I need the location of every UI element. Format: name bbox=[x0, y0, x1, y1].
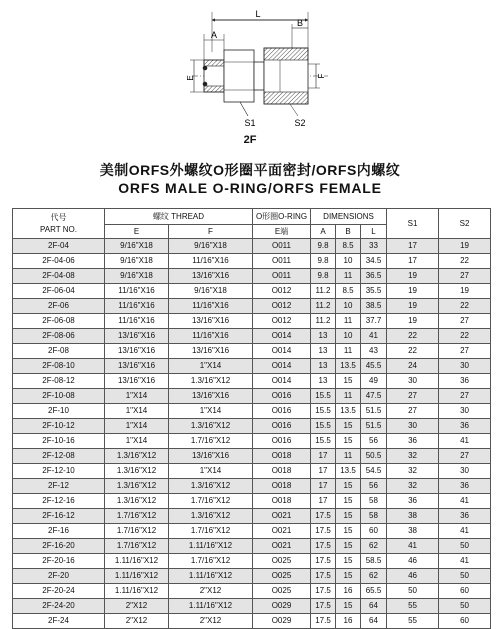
cell-s2: 19 bbox=[439, 239, 491, 254]
cell-thread-e: 13/16"X16 bbox=[105, 374, 169, 389]
table-row bbox=[13, 254, 491, 269]
header-f: F bbox=[169, 225, 253, 239]
cell-thread-f: 11/16"X16 bbox=[169, 299, 253, 314]
table-row bbox=[13, 269, 491, 284]
cell-s2: 30 bbox=[439, 464, 491, 479]
cell-oring-e-end: O021 bbox=[253, 539, 311, 554]
cell-thread-f: 2"X12 bbox=[169, 614, 253, 629]
header-oring: O形圈O-RING bbox=[253, 209, 311, 225]
header-s2: S2 bbox=[439, 209, 491, 239]
cell-s2: 36 bbox=[439, 479, 491, 494]
cell-dim-b: 10 bbox=[336, 299, 361, 314]
cell-s2: 36 bbox=[439, 419, 491, 434]
cell-part-no: 2F-16 bbox=[13, 524, 105, 539]
cell-s2: 27 bbox=[439, 389, 491, 404]
cell-part-no: 2F-12-10 bbox=[13, 464, 105, 479]
cell-thread-e: 9/16"X18 bbox=[105, 269, 169, 284]
cell-dim-l: 37.7 bbox=[361, 314, 387, 329]
cell-thread-e: 13/16"X16 bbox=[105, 344, 169, 359]
cell-thread-e: 11/16"X16 bbox=[105, 284, 169, 299]
cell-part-no: 2F-08-10 bbox=[13, 359, 105, 374]
cell-dim-a: 9.8 bbox=[311, 254, 336, 269]
cell-dim-a: 13 bbox=[311, 329, 336, 344]
label-e: E bbox=[186, 75, 195, 81]
header-a: A bbox=[311, 225, 336, 239]
cell-s1: 24 bbox=[387, 359, 439, 374]
spec-table bbox=[12, 208, 491, 629]
cell-s1: 30 bbox=[387, 419, 439, 434]
cell-thread-e: 1.3/16"X12 bbox=[105, 464, 169, 479]
cell-s1: 32 bbox=[387, 464, 439, 479]
cell-s2: 41 bbox=[439, 524, 491, 539]
cell-thread-f: 1.3/16"X12 bbox=[169, 419, 253, 434]
table-row bbox=[13, 524, 491, 539]
cell-oring-e-end: O018 bbox=[253, 479, 311, 494]
cell-dim-b: 15 bbox=[336, 569, 361, 584]
cell-dim-a: 17.5 bbox=[311, 599, 336, 614]
cell-s1: 55 bbox=[387, 599, 439, 614]
cell-dim-a: 17 bbox=[311, 479, 336, 494]
cell-oring-e-end: O011 bbox=[253, 254, 311, 269]
cell-s1: 19 bbox=[387, 284, 439, 299]
cell-dim-l: 58.5 bbox=[361, 554, 387, 569]
cell-oring-e-end: O016 bbox=[253, 389, 311, 404]
cell-dim-b: 15 bbox=[336, 539, 361, 554]
cell-part-no: 2F-12 bbox=[13, 479, 105, 494]
cell-thread-e: 1"X14 bbox=[105, 389, 169, 404]
cell-thread-e: 1.11/16"X12 bbox=[105, 554, 169, 569]
cell-dim-l: 49 bbox=[361, 374, 387, 389]
cell-s2: 27 bbox=[439, 449, 491, 464]
cell-part-no: 2F-16-20 bbox=[13, 539, 105, 554]
cell-dim-a: 17.5 bbox=[311, 554, 336, 569]
cell-dim-l: 62 bbox=[361, 569, 387, 584]
table-row bbox=[13, 389, 491, 404]
cell-part-no: 2F-06-08 bbox=[13, 314, 105, 329]
cell-s1: 19 bbox=[387, 269, 439, 284]
cell-dim-l: 34.5 bbox=[361, 254, 387, 269]
cell-oring-e-end: O014 bbox=[253, 374, 311, 389]
cell-s1: 50 bbox=[387, 584, 439, 599]
label-s1: S1 bbox=[244, 118, 256, 128]
cell-dim-l: 64 bbox=[361, 599, 387, 614]
cell-dim-l: 62 bbox=[361, 539, 387, 554]
cell-dim-b: 15 bbox=[336, 374, 361, 389]
cell-part-no: 2F-12-08 bbox=[13, 449, 105, 464]
cell-oring-e-end: O025 bbox=[253, 584, 311, 599]
table-row bbox=[13, 569, 491, 584]
cell-s1: 27 bbox=[387, 389, 439, 404]
cell-oring-e-end: O012 bbox=[253, 299, 311, 314]
table-row bbox=[13, 539, 491, 554]
cell-dim-a: 17.5 bbox=[311, 509, 336, 524]
cell-s2: 30 bbox=[439, 359, 491, 374]
cell-s1: 36 bbox=[387, 494, 439, 509]
cell-dim-a: 17.5 bbox=[311, 569, 336, 584]
cell-thread-e: 9/16"X18 bbox=[105, 239, 169, 254]
cell-part-no: 2F-24 bbox=[13, 614, 105, 629]
header-dimensions: DIMENSIONS bbox=[311, 209, 387, 225]
cell-part-no: 2F-04-08 bbox=[13, 269, 105, 284]
cell-thread-e: 1.7/16"X12 bbox=[105, 539, 169, 554]
cell-s1: 41 bbox=[387, 539, 439, 554]
cell-part-no: 2F-04-06 bbox=[13, 254, 105, 269]
cell-dim-l: 64 bbox=[361, 614, 387, 629]
cell-dim-b: 13.5 bbox=[336, 359, 361, 374]
cell-oring-e-end: O016 bbox=[253, 419, 311, 434]
cell-dim-a: 11.2 bbox=[311, 284, 336, 299]
cell-thread-f: 2"X12 bbox=[169, 584, 253, 599]
cell-part-no: 2F-04 bbox=[13, 239, 105, 254]
cell-dim-l: 33 bbox=[361, 239, 387, 254]
cell-dim-b: 16 bbox=[336, 584, 361, 599]
cell-dim-l: 35.5 bbox=[361, 284, 387, 299]
cell-thread-f: 1.3/16"X12 bbox=[169, 374, 253, 389]
cell-s2: 60 bbox=[439, 584, 491, 599]
table-row bbox=[13, 419, 491, 434]
cell-s2: 27 bbox=[439, 344, 491, 359]
cell-oring-e-end: O014 bbox=[253, 359, 311, 374]
header-l: L bbox=[361, 225, 387, 239]
cell-s2: 50 bbox=[439, 569, 491, 584]
cell-dim-a: 11.2 bbox=[311, 314, 336, 329]
header-b: B bbox=[336, 225, 361, 239]
cell-oring-e-end: O021 bbox=[253, 524, 311, 539]
table-row bbox=[13, 434, 491, 449]
cell-thread-e: 1.3/16"X12 bbox=[105, 479, 169, 494]
cell-s2: 36 bbox=[439, 374, 491, 389]
cell-part-no: 2F-20-16 bbox=[13, 554, 105, 569]
table-row bbox=[13, 599, 491, 614]
cell-oring-e-end: O016 bbox=[253, 404, 311, 419]
cell-oring-e-end: O012 bbox=[253, 284, 311, 299]
cell-thread-e: 11/16"X16 bbox=[105, 314, 169, 329]
cell-thread-e: 13/16"X16 bbox=[105, 359, 169, 374]
cell-part-no: 2F-08-12 bbox=[13, 374, 105, 389]
cell-thread-f: 1.11/16"X12 bbox=[169, 539, 253, 554]
cell-thread-f: 1.3/16"X12 bbox=[169, 479, 253, 494]
cell-s2: 22 bbox=[439, 329, 491, 344]
cell-part-no: 2F-20-24 bbox=[13, 584, 105, 599]
cell-dim-b: 16 bbox=[336, 614, 361, 629]
cell-dim-b: 15 bbox=[336, 554, 361, 569]
table-row bbox=[13, 479, 491, 494]
table-row bbox=[13, 344, 491, 359]
header-s1: S1 bbox=[387, 209, 439, 239]
cell-thread-e: 1.11/16"X12 bbox=[105, 584, 169, 599]
cell-part-no: 2F-10 bbox=[13, 404, 105, 419]
header-e: E bbox=[105, 225, 169, 239]
cell-dim-l: 51.5 bbox=[361, 404, 387, 419]
cell-dim-b: 10 bbox=[336, 254, 361, 269]
cell-oring-e-end: O014 bbox=[253, 329, 311, 344]
header-e-end: E端 bbox=[253, 225, 311, 239]
cell-part-no: 2F-12-16 bbox=[13, 494, 105, 509]
table-row bbox=[13, 359, 491, 374]
label-s2: S2 bbox=[294, 118, 306, 128]
cell-oring-e-end: O012 bbox=[253, 314, 311, 329]
cell-oring-e-end: O018 bbox=[253, 494, 311, 509]
cell-dim-a: 17 bbox=[311, 449, 336, 464]
cell-dim-a: 9.8 bbox=[311, 269, 336, 284]
label-f: F bbox=[317, 73, 326, 79]
cell-s1: 17 bbox=[387, 239, 439, 254]
label-l: L bbox=[255, 9, 261, 19]
cell-dim-a: 9.8 bbox=[311, 239, 336, 254]
cell-dim-l: 50.5 bbox=[361, 449, 387, 464]
cell-thread-f: 1.7/16"X12 bbox=[169, 494, 253, 509]
header-part-en: PART NO. bbox=[40, 224, 77, 234]
cell-part-no: 2F-10-16 bbox=[13, 434, 105, 449]
cell-dim-b: 11 bbox=[336, 389, 361, 404]
cell-s2: 36 bbox=[439, 509, 491, 524]
title-english: ORFS MALE O-RING/ORFS FEMALE bbox=[118, 180, 382, 196]
cell-dim-a: 15.5 bbox=[311, 419, 336, 434]
cell-dim-a: 15.5 bbox=[311, 434, 336, 449]
cell-oring-e-end: O025 bbox=[253, 554, 311, 569]
cell-dim-b: 15 bbox=[336, 524, 361, 539]
cell-part-no: 2F-06 bbox=[13, 299, 105, 314]
header-part-cn: 代号 bbox=[50, 212, 67, 222]
cell-thread-f: 1"X14 bbox=[169, 359, 253, 374]
table-row bbox=[13, 614, 491, 629]
label-b: B bbox=[296, 18, 304, 28]
cell-dim-b: 11 bbox=[336, 344, 361, 359]
cell-thread-f: 1.7/16"X12 bbox=[169, 434, 253, 449]
cell-part-no: 2F-10-12 bbox=[13, 419, 105, 434]
table-row bbox=[13, 374, 491, 389]
cell-dim-b: 15 bbox=[336, 509, 361, 524]
cell-thread-e: 1.3/16"X12 bbox=[105, 449, 169, 464]
cell-thread-f: 13/16"X16 bbox=[169, 389, 253, 404]
cell-dim-l: 43 bbox=[361, 344, 387, 359]
cell-oring-e-end: O018 bbox=[253, 464, 311, 479]
cell-s1: 38 bbox=[387, 524, 439, 539]
cell-thread-e: 1.11/16"X12 bbox=[105, 569, 169, 584]
cell-s2: 60 bbox=[439, 614, 491, 629]
header-thread: 螺纹 THREAD bbox=[105, 209, 253, 225]
cell-dim-b: 15 bbox=[336, 434, 361, 449]
cell-dim-b: 13.5 bbox=[336, 464, 361, 479]
cell-dim-l: 56 bbox=[361, 479, 387, 494]
cell-part-no: 2F-06-04 bbox=[13, 284, 105, 299]
cell-dim-l: 47.5 bbox=[361, 389, 387, 404]
title-chinese: 美制ORFS外螺纹O形圈平面密封/ORFS内螺纹 bbox=[99, 162, 401, 178]
cell-s1: 22 bbox=[387, 329, 439, 344]
cell-thread-f: 13/16"X16 bbox=[169, 314, 253, 329]
cell-dim-l: 51.5 bbox=[361, 419, 387, 434]
table-row bbox=[13, 404, 491, 419]
cell-thread-e: 2"X12 bbox=[105, 614, 169, 629]
cell-s2: 50 bbox=[439, 599, 491, 614]
cell-dim-l: 38.5 bbox=[361, 299, 387, 314]
cell-thread-f: 11/16"X16 bbox=[169, 329, 253, 344]
cell-dim-a: 17.5 bbox=[311, 524, 336, 539]
cell-thread-e: 2"X12 bbox=[105, 599, 169, 614]
cell-thread-f: 1"X14 bbox=[169, 464, 253, 479]
cell-s1: 17 bbox=[387, 254, 439, 269]
cell-dim-l: 54.5 bbox=[361, 464, 387, 479]
cell-thread-f: 1"X14 bbox=[169, 404, 253, 419]
table-row bbox=[13, 299, 491, 314]
cell-dim-b: 8.5 bbox=[336, 239, 361, 254]
cell-dim-a: 13 bbox=[311, 374, 336, 389]
cell-dim-a: 17.5 bbox=[311, 614, 336, 629]
cell-oring-e-end: O018 bbox=[253, 449, 311, 464]
cell-thread-f: 13/16"X16 bbox=[169, 344, 253, 359]
cell-thread-f: 1.11/16"X12 bbox=[169, 569, 253, 584]
cell-dim-l: 65.5 bbox=[361, 584, 387, 599]
cell-dim-l: 60 bbox=[361, 524, 387, 539]
cell-s2: 30 bbox=[439, 404, 491, 419]
cell-part-no: 2F-08 bbox=[13, 344, 105, 359]
cell-thread-e: 1"X14 bbox=[105, 404, 169, 419]
table-row bbox=[13, 509, 491, 524]
cell-s2: 41 bbox=[439, 554, 491, 569]
cell-s1: 46 bbox=[387, 569, 439, 584]
cell-dim-l: 58 bbox=[361, 509, 387, 524]
table-row bbox=[13, 494, 491, 509]
cell-oring-e-end: O025 bbox=[253, 569, 311, 584]
cell-s1: 22 bbox=[387, 344, 439, 359]
cell-thread-e: 13/16"X16 bbox=[105, 329, 169, 344]
cell-s2: 41 bbox=[439, 494, 491, 509]
cell-thread-f: 9/16"X18 bbox=[169, 284, 253, 299]
cell-thread-e: 1.7/16"X12 bbox=[105, 524, 169, 539]
cell-dim-b: 11 bbox=[336, 269, 361, 284]
cell-s1: 55 bbox=[387, 614, 439, 629]
cell-dim-l: 45.5 bbox=[361, 359, 387, 374]
cell-thread-f: 9/16"X18 bbox=[169, 239, 253, 254]
cell-dim-b: 11 bbox=[336, 314, 361, 329]
table-row bbox=[13, 239, 491, 254]
cell-dim-b: 13.5 bbox=[336, 404, 361, 419]
cell-dim-b: 11 bbox=[336, 449, 361, 464]
cell-part-no: 2F-08-06 bbox=[13, 329, 105, 344]
cell-dim-a: 17 bbox=[311, 464, 336, 479]
cell-part-no: 2F-16-12 bbox=[13, 509, 105, 524]
cell-oring-e-end: O029 bbox=[253, 614, 311, 629]
cell-dim-b: 8.5 bbox=[336, 284, 361, 299]
cell-dim-l: 41 bbox=[361, 329, 387, 344]
cell-s2: 19 bbox=[439, 284, 491, 299]
cell-s1: 32 bbox=[387, 479, 439, 494]
cell-oring-e-end: O011 bbox=[253, 269, 311, 284]
table-row bbox=[13, 329, 491, 344]
cell-oring-e-end: O016 bbox=[253, 434, 311, 449]
cell-s1: 27 bbox=[387, 404, 439, 419]
table-row bbox=[13, 584, 491, 599]
cell-dim-a: 13 bbox=[311, 344, 336, 359]
table-row bbox=[13, 554, 491, 569]
table-row bbox=[13, 314, 491, 329]
cell-dim-a: 15.5 bbox=[311, 404, 336, 419]
model-code: 2F bbox=[243, 134, 257, 146]
cell-oring-e-end: O014 bbox=[253, 344, 311, 359]
cell-thread-e: 1"X14 bbox=[105, 434, 169, 449]
fitting-drawing bbox=[150, 4, 350, 132]
cell-thread-f: 13/16"X16 bbox=[169, 269, 253, 284]
cell-thread-f: 1.3/16"X12 bbox=[169, 509, 253, 524]
cell-dim-a: 15.5 bbox=[311, 389, 336, 404]
cell-s2: 50 bbox=[439, 539, 491, 554]
cell-s2: 27 bbox=[439, 314, 491, 329]
header-part-no bbox=[13, 209, 105, 239]
cell-dim-l: 58 bbox=[361, 494, 387, 509]
cell-s1: 38 bbox=[387, 509, 439, 524]
cell-dim-a: 17 bbox=[311, 494, 336, 509]
cell-s1: 32 bbox=[387, 449, 439, 464]
cell-oring-e-end: O029 bbox=[253, 599, 311, 614]
cell-dim-a: 13 bbox=[311, 359, 336, 374]
table-row bbox=[13, 284, 491, 299]
cell-part-no: 2F-24-20 bbox=[13, 599, 105, 614]
cell-thread-e: 1.7/16"X12 bbox=[105, 509, 169, 524]
cell-dim-a: 11.2 bbox=[311, 299, 336, 314]
cell-dim-b: 15 bbox=[336, 419, 361, 434]
cell-s2: 22 bbox=[439, 254, 491, 269]
table-row bbox=[13, 449, 491, 464]
cell-dim-a: 17.5 bbox=[311, 584, 336, 599]
cell-thread-e: 1"X14 bbox=[105, 419, 169, 434]
cell-thread-f: 1.7/16"X12 bbox=[169, 554, 253, 569]
cell-s2: 27 bbox=[439, 269, 491, 284]
cell-dim-l: 56 bbox=[361, 434, 387, 449]
cell-part-no: 2F-10-08 bbox=[13, 389, 105, 404]
cell-s1: 46 bbox=[387, 554, 439, 569]
cell-s2: 22 bbox=[439, 299, 491, 314]
cell-dim-l: 36.5 bbox=[361, 269, 387, 284]
cell-dim-a: 17.5 bbox=[311, 539, 336, 554]
cell-thread-e: 9/16"X18 bbox=[105, 254, 169, 269]
cell-thread-f: 13/16"X16 bbox=[169, 449, 253, 464]
cell-thread-f: 1.7/16"X12 bbox=[169, 524, 253, 539]
cell-dim-b: 15 bbox=[336, 479, 361, 494]
cell-dim-b: 15 bbox=[336, 599, 361, 614]
label-a: A bbox=[210, 30, 218, 40]
cell-s1: 19 bbox=[387, 299, 439, 314]
cell-thread-e: 11/16"X16 bbox=[105, 299, 169, 314]
cell-thread-e: 1.3/16"X12 bbox=[105, 494, 169, 509]
table-row bbox=[13, 464, 491, 479]
cell-dim-b: 15 bbox=[336, 494, 361, 509]
cell-s1: 30 bbox=[387, 374, 439, 389]
cell-thread-f: 11/16"X16 bbox=[169, 254, 253, 269]
cell-thread-f: 1.11/16"X12 bbox=[169, 599, 253, 614]
cell-oring-e-end: O011 bbox=[253, 239, 311, 254]
cell-oring-e-end: O021 bbox=[253, 509, 311, 524]
cell-s2: 41 bbox=[439, 434, 491, 449]
cell-dim-b: 10 bbox=[336, 329, 361, 344]
cell-s1: 36 bbox=[387, 434, 439, 449]
cell-part-no: 2F-20 bbox=[13, 569, 105, 584]
cell-s1: 19 bbox=[387, 314, 439, 329]
